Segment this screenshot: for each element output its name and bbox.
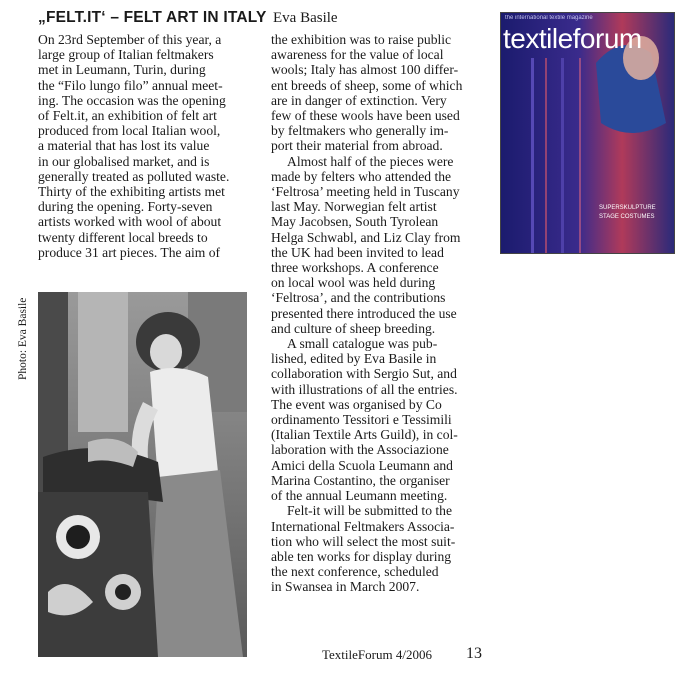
- text-line: Helga Schwabl, and Liz Clay from: [271, 229, 461, 245]
- text-line: ‘Feltrosa’ meeting held in Tuscany: [271, 184, 460, 200]
- text-line: twenty different local breeds to: [38, 229, 208, 245]
- text-line: the UK had been invited to lead: [271, 244, 444, 260]
- text-line: tion who will select the most suit-: [271, 533, 456, 549]
- article-photo: [38, 292, 247, 657]
- text-line: produce 31 art pieces. The aim of: [38, 244, 221, 260]
- text-line: met in Leumann, Turin, during: [38, 62, 206, 78]
- cover-tagline: the international textile magazine: [505, 15, 593, 21]
- text-line: made by felters who attended the: [271, 168, 452, 184]
- magazine-cover: [500, 12, 675, 254]
- text-line: port their material from abroad.: [271, 138, 443, 154]
- text-line: during the opening. Forty-seven: [38, 199, 213, 215]
- text-line: in Swansea in March 2007.: [271, 579, 420, 595]
- article-headline: „FELT.IT‘ – FELT ART IN ITALY: [38, 9, 267, 26]
- text-line: The event was organised by Co: [271, 396, 442, 412]
- text-line: artists worked with wool of about: [38, 214, 222, 230]
- text-line: laboration with the Associazione: [271, 442, 449, 458]
- page-number: 13: [466, 645, 482, 662]
- text-line: in our globalised market, and is: [38, 153, 210, 169]
- text-line: awareness for the value of local: [271, 47, 444, 63]
- text-line: ordinamento Tessitori e Tessimili: [271, 412, 452, 428]
- issue-footer: TextileForum 4/2006: [322, 647, 432, 662]
- text-line: Marina Costantino, the organiser: [271, 472, 450, 488]
- text-line: Amici della Scuola Leumann and: [271, 457, 453, 473]
- photo-illustration: [38, 292, 247, 657]
- text-line: May Jacobsen, South Tyrolean: [271, 214, 439, 230]
- text-line: by feltmakers who generally im-: [271, 123, 449, 139]
- text-line: lished, edited by Eva Basile in: [271, 351, 437, 367]
- text-line: presented there introduced the use: [271, 305, 457, 321]
- text-line: large group of Italian feltmakers: [38, 47, 214, 63]
- article-column-2: [271, 32, 481, 595]
- text-line: Felt-it will be submitted to the: [287, 503, 452, 519]
- cover-subtitle: SUPERSKULPTURE: [599, 205, 656, 211]
- text-line: A small catalogue was pub-: [287, 336, 438, 352]
- text-line: on local wool was held during: [271, 275, 436, 291]
- cover-subtitle: STAGE COSTUMES: [599, 214, 655, 220]
- text-line: and culture of sheep breeding.: [271, 320, 436, 336]
- text-line: ‘Feltrosa’, and the contributions: [271, 290, 446, 306]
- text-line: of the annual Leumann meeting.: [271, 488, 448, 504]
- photo-credit: Photo: Eva Basile: [17, 297, 29, 380]
- text-line: are in danger of extinction. Very: [271, 92, 447, 108]
- article-author: Eva Basile: [273, 10, 338, 26]
- text-line: the “Filo lungo filo” annual meet-: [38, 77, 223, 93]
- text-line: wools; Italy has almost 100 differ-: [271, 62, 459, 78]
- text-line: the exhibition was to raise public: [271, 32, 452, 47]
- text-line: Almost half of the pieces were: [287, 153, 454, 169]
- text-line: ent breeds of sheep, some of which: [271, 77, 463, 93]
- text-line: few of these wools have been used: [271, 108, 460, 124]
- text-line: Thirty of the exhibiting artists met: [38, 184, 225, 200]
- text-line: three workshops. A conference: [271, 260, 439, 276]
- text-line: last May. Norwegian felt artist: [271, 199, 437, 215]
- text-line: the next conference, scheduled: [271, 564, 439, 580]
- text-line: ing. The occasion was the opening: [38, 92, 226, 108]
- text-line: with illustrations of all the entries.: [271, 381, 458, 397]
- text-line: a material that has lost its value: [38, 138, 210, 154]
- text-line: produced from local Italian wool,: [38, 123, 221, 139]
- text-line: collaboration with Sergio Sut, and: [271, 366, 457, 382]
- text-line: of Felt.it, an exhibition of felt art: [38, 108, 217, 124]
- text-line: (Italian Textile Arts Guild), in col-: [271, 427, 458, 443]
- text-line: able ten works for display during: [271, 548, 452, 564]
- text-line: On 23rd September of this year, a: [38, 32, 222, 47]
- text-line: generally treated as polluted waste.: [38, 168, 230, 184]
- article-column-1: [38, 32, 268, 260]
- text-line: International Feltmakers Associa-: [271, 518, 455, 534]
- cover-title: textileforum: [503, 23, 642, 54]
